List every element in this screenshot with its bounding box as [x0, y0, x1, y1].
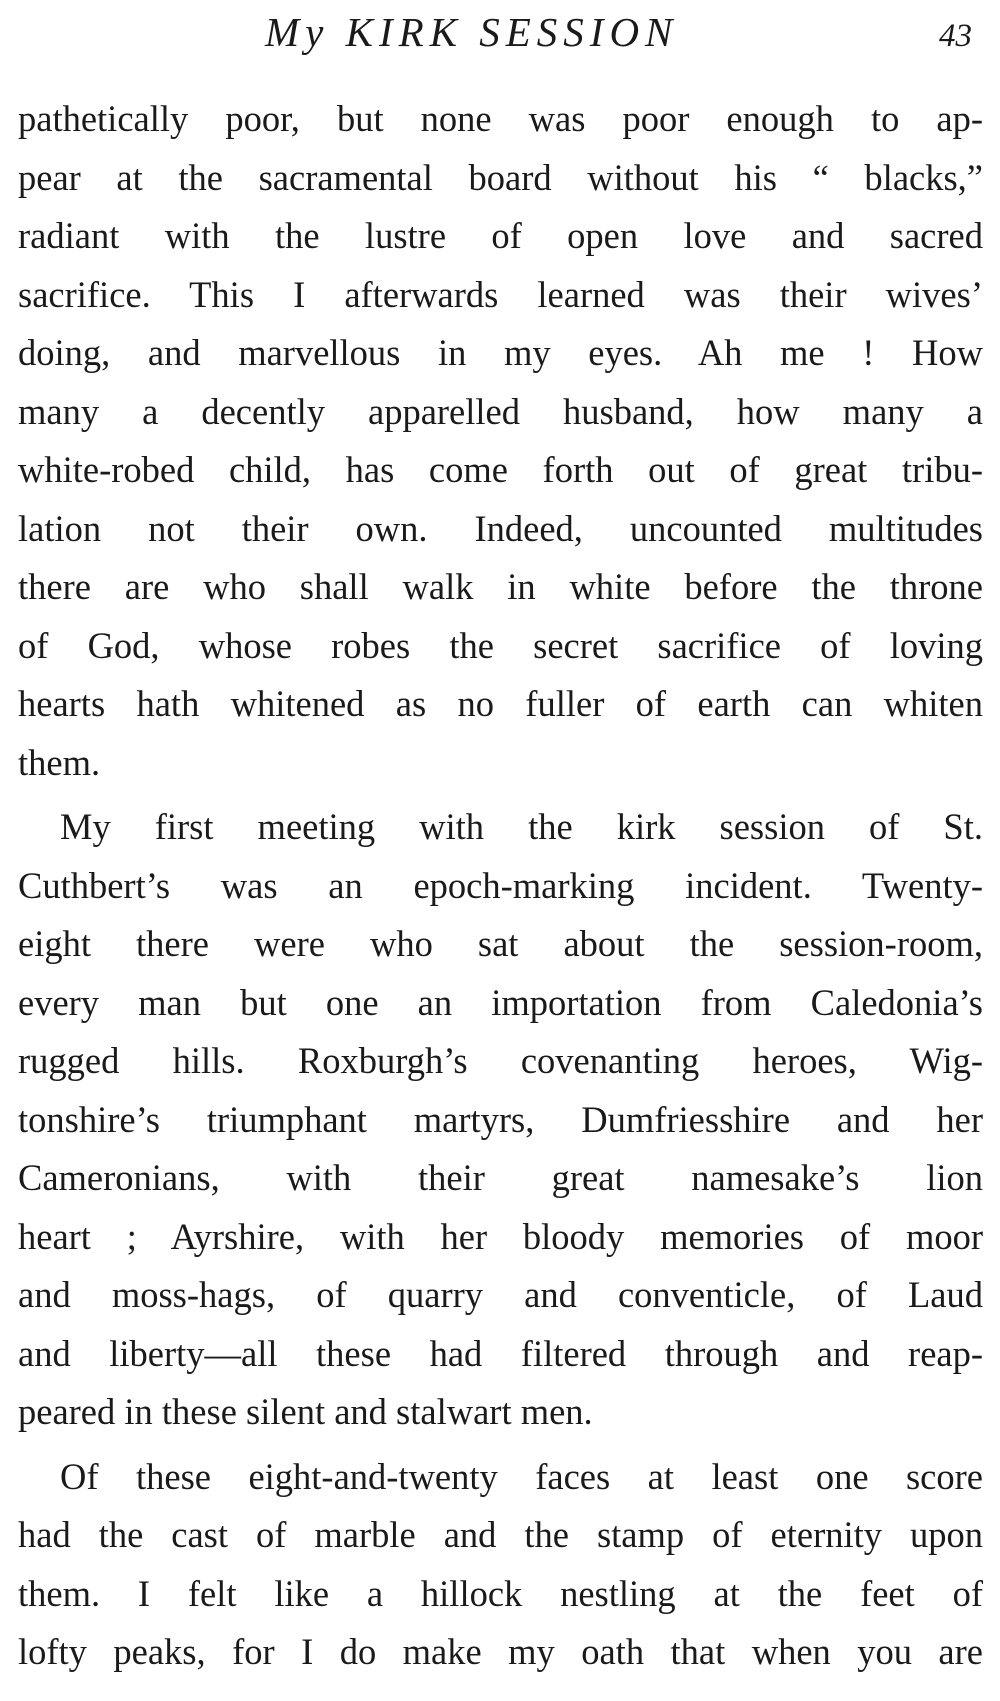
body-text: [18, 90, 983, 1682]
running-title: My KIRK SESSION: [265, 9, 679, 55]
text-line: pathetically poor, but none was poor enough to ap-: [18, 98, 983, 139]
page-number: 43: [939, 18, 972, 54]
paragraph: [18, 798, 983, 1442]
text-line: peared in these silent and stalwart men.: [18, 1391, 593, 1432]
paragraph: [18, 1448, 983, 1682]
text-line: doing, and marvellous in my eyes. Ah me ! How: [18, 332, 983, 373]
paragraph: [18, 90, 983, 792]
running-head: [0, 6, 1000, 66]
text-line: sacrifice. This I afterwards learned was their wives’: [18, 273, 983, 315]
text-line: heart ; Ayrshire, with her bloody memories of moor: [18, 1215, 983, 1257]
text-line: white-robed child, has come forth out of great tribu-: [18, 449, 983, 490]
text-line: lation not their own. Indeed, uncounted multitudes: [18, 507, 983, 549]
text-line: there are who shall walk in white before the throne: [18, 566, 983, 607]
text-line: tonshire’s triumphant martyrs, Dumfriesshire and her: [18, 1098, 983, 1140]
text-line: many a decently apparelled husband, how many a: [18, 390, 983, 432]
text-line: hearts hath whitened as no fuller of earth can whiten: [18, 683, 983, 724]
text-line: Cameronians, with their great namesake’s lion: [18, 1157, 983, 1198]
text-line: and liberty—all these had filtered through and reap-: [18, 1332, 983, 1374]
text-line: eight there were who sat about the session-room,: [18, 923, 983, 964]
text-line: rugged hills. Roxburgh’s covenanting heroes, Wig-: [18, 1040, 983, 1081]
text-line: had the cast of marble and the stamp of eternity upon: [18, 1514, 983, 1555]
text-line: every man but one an importation from Caledonia’s: [18, 981, 983, 1023]
text-line: Of these eight-and-twenty faces at least one score: [60, 1455, 983, 1497]
text-line: them. I felt like a hillock nestling at the feet of: [18, 1572, 983, 1614]
text-line: radiant with the lustre of open love and sacred: [18, 215, 983, 256]
text-line: and moss-hags, of quarry and conventicle, of Laud: [18, 1274, 983, 1315]
text-line: lofty peaks, for I do make my oath that when you are: [18, 1631, 983, 1672]
text-line: them.: [18, 741, 101, 783]
text-line: pear at the sacramental board without his “ blacks,”: [18, 156, 983, 198]
text-line: My first meeting with the kirk session of St.: [60, 806, 983, 847]
text-line: of God, whose robes the secret sacrifice of loving: [18, 624, 983, 666]
text-line: Cuthbert’s was an epoch-marking incident. Twenty-: [18, 864, 983, 906]
